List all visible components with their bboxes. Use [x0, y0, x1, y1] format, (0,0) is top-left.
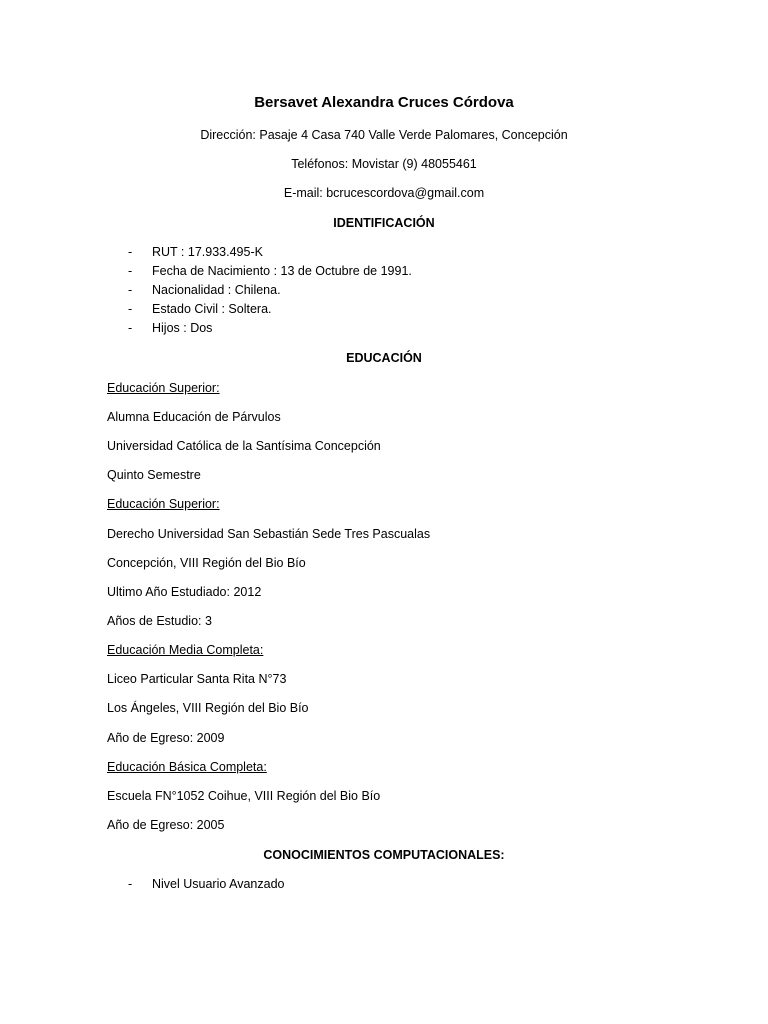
computacion-item [128, 876, 284, 892]
superior-1-line: Quinto Semestre [107, 468, 201, 482]
identificacion-heading: IDENTIFICACIÓN [333, 216, 435, 230]
identificacion-item-text: Nacionalidad : Chilena. [152, 283, 281, 297]
superior-2-line: Años de Estudio: 3 [107, 614, 212, 628]
educacion-heading: EDUCACIÓN [346, 351, 422, 365]
bullet-dash: - [128, 302, 133, 316]
bullet-dash: - [128, 877, 133, 891]
identificacion-item [128, 263, 412, 279]
media-line: Año de Egreso: 2009 [107, 731, 225, 745]
identificacion-item [128, 301, 272, 317]
superior-2-line: Derecho Universidad San Sebastián Sede Tres Pascualas [107, 527, 431, 541]
identificacion-item [128, 282, 281, 298]
superior-2-line: Concepción, VIII Región del Bio Bío [107, 556, 306, 570]
identificacion-item [128, 244, 263, 260]
basica-line: Año de Egreso: 2005 [107, 818, 225, 832]
computacion-heading: CONOCIMIENTOS COMPUTACIONALES: [263, 848, 505, 862]
identificacion-item-text: RUT : 17.933.495-K [152, 245, 263, 259]
identificacion-item [128, 320, 212, 336]
identificacion-item-text: Estado Civil : Soltera. [152, 302, 272, 316]
superior-2-label: Educación Superior: [107, 497, 220, 511]
resume-name: Bersavet Alexandra Cruces Córdova [254, 94, 514, 111]
identificacion-item-text: Fecha de Nacimiento : 13 de Octubre de 1991. [152, 264, 412, 278]
basica-line: Escuela FN°1052 Coihue, VIII Región del Bio Bío [107, 789, 381, 803]
superior-2-line: Ultimo Año Estudiado: 2012 [107, 585, 262, 599]
media-label: Educación Media Completa: [107, 643, 264, 657]
identificacion-item-text: Hijos : Dos [152, 321, 213, 335]
computacion-item-text: Nivel Usuario Avanzado [152, 877, 285, 891]
bullet-dash: - [128, 283, 133, 297]
bullet-dash: - [128, 321, 133, 335]
bullet-dash: - [128, 264, 133, 278]
media-line: Los Ángeles, VIII Región del Bio Bío [107, 701, 309, 715]
superior-1-line: Universidad Católica de la Santísima Concepción [107, 439, 381, 453]
media-line: Liceo Particular Santa Rita N°73 [107, 672, 287, 686]
basica-label: Educación Básica Completa: [107, 760, 267, 774]
superior-1-line: Alumna Educación de Párvulos [107, 410, 281, 424]
phones-line: Teléfonos: Movistar (9) 48055461 [291, 157, 477, 171]
bullet-dash: - [128, 245, 133, 259]
address-line: Dirección: Pasaje 4 Casa 740 Valle Verde Palomares, Concepción [200, 128, 568, 142]
email-line: E-mail: bcrucescordova@gmail.com [283, 186, 485, 200]
superior-1-label: Educación Superior: [107, 381, 220, 395]
